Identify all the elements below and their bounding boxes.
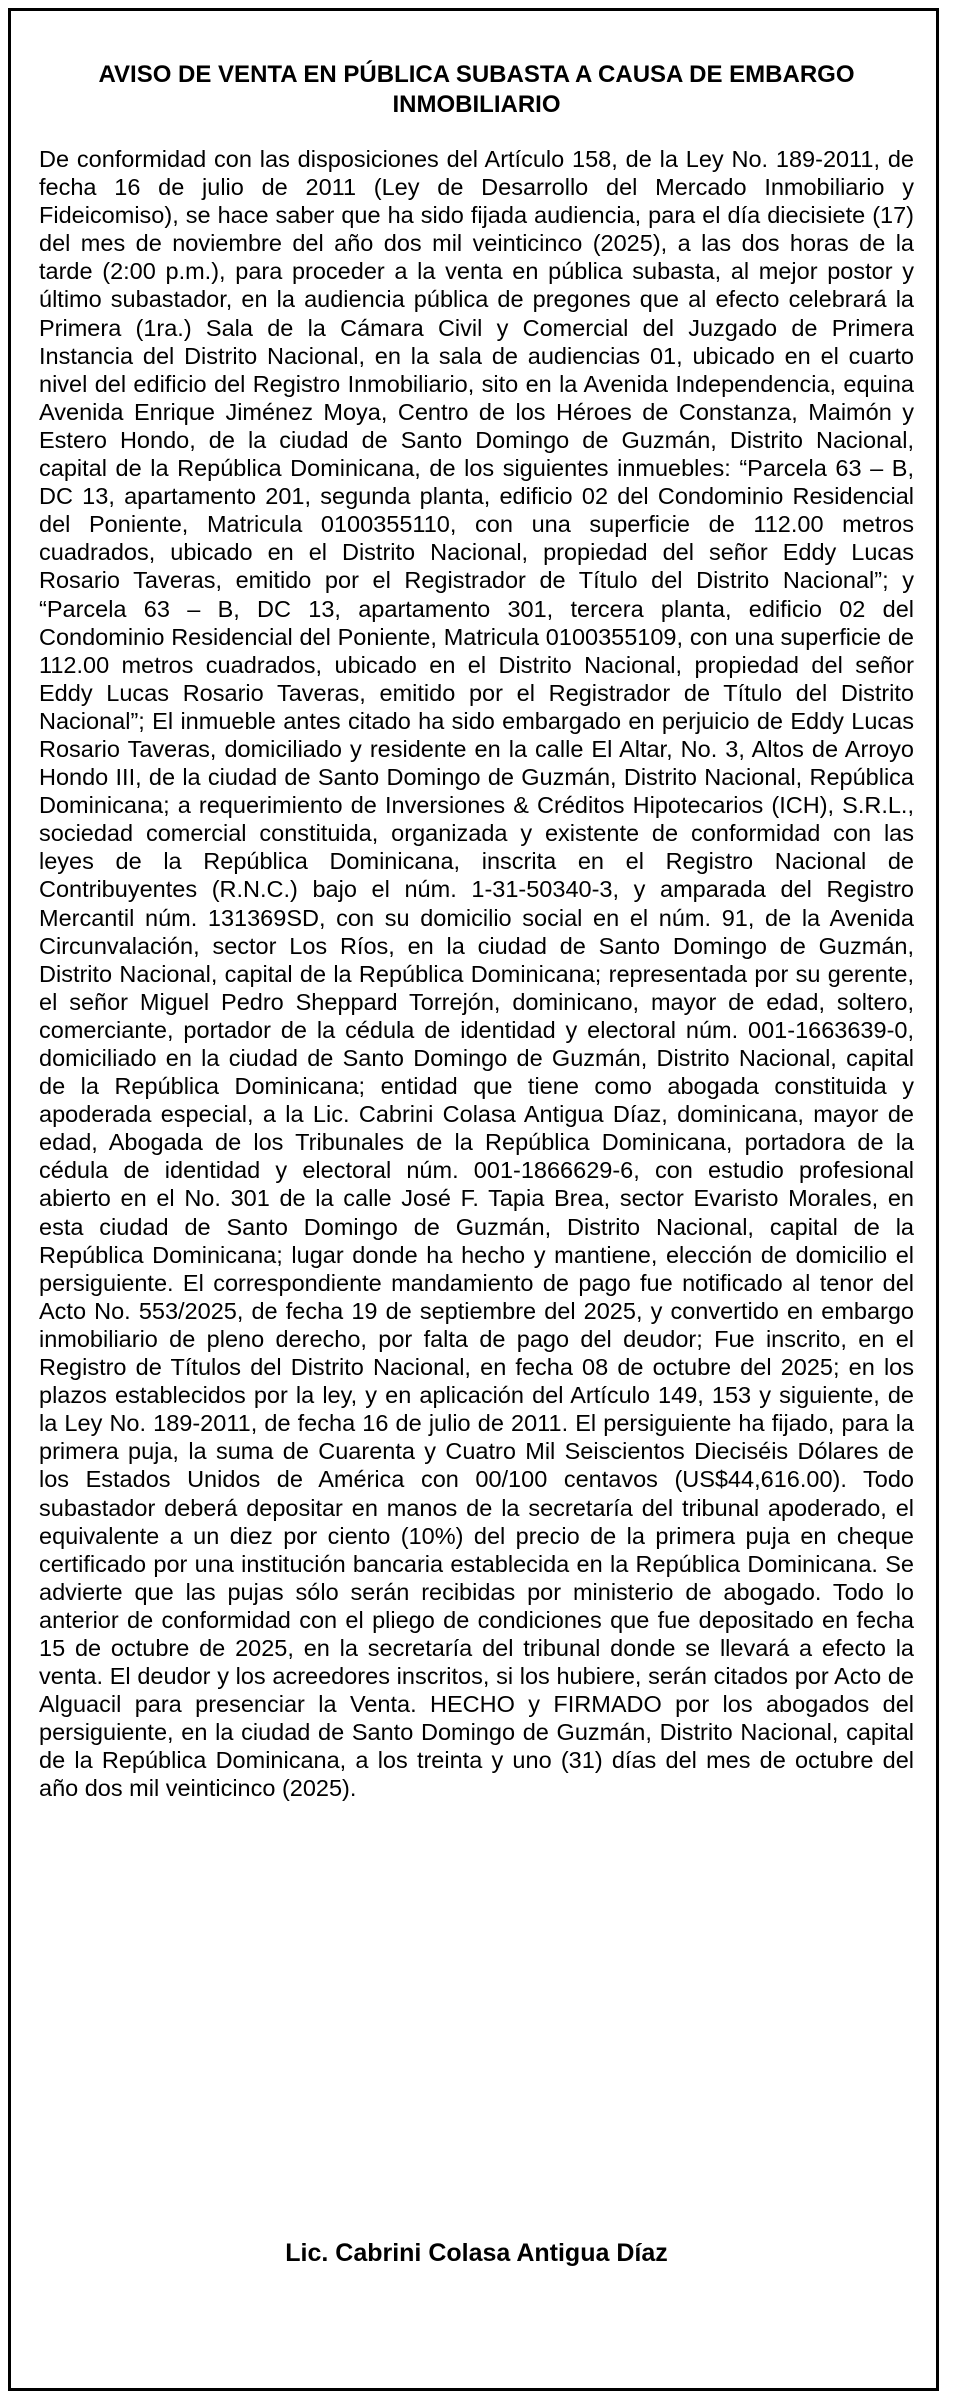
notice-signature: Lic. Cabrini Colasa Antigua Díaz bbox=[285, 2239, 668, 2267]
notice-title: AVISO DE VENTA EN PÚBLICA SUBASTA A CAUSA DE EMBARGO INMOBILIARIO bbox=[98, 61, 855, 118]
notice-body: De conformidad con las disposiciones del Artículo 158, de la Ley No. 189-2011, de fecha 16 de julio de 2011 (Ley de Desarrollo del Mercado Inmobiliario y Fideicomiso), se hace saber que ha sido fijada audiencia, para el día diecisiete (17) del mes de noviembre del año dos mil veinticinco (2025), a las dos horas de la tarde (2:00 p.m.), para proceder a la venta en pública subasta, al mejor postor y último subastador, en la audiencia pública de pregones que al efecto celebrará la Primera (1ra.) Sala de la Cámara Civil y Comercial del Juzgado de Primera Instancia del Distrito Nacional, en la sala de audiencias 01, ubicado en el cuarto nivel del edificio del Registro Inmobiliario, sito en la Avenida Independencia, equina Avenida Enrique Jiménez Moya, Centro de los Héroes de Constanza, Maimón y Estero Hondo, de la ciudad de Santo Domingo de Guzmán, Distrito Nacional, capital de la República Dominicana, de los siguientes inmuebles: “Parcela 63 – B, DC 13, apartamento 201, segunda planta, edificio 02 del Condominio Residencial del Poniente, Matricula 0100355110, con una superficie de 112.00 metros cuadrados, ubicado en el Distrito Nacional, propiedad del señor Eddy Lucas Rosario Taveras, emitido por el Registrador de Título del Distrito Nacional”; y “Parcela 63 – B, DC 13, apartamento 301, tercera planta, edificio 02 del Condominio Residencial del Poniente, Matricula 0100355109, con una superficie de 112.00 metros cuadrados, ubicado en el Distrito Nacional, propiedad del señor Eddy Lucas Rosario Taveras, emitido por el Registrador de Título del Distrito Nacional”; El inmueble antes citado ha sido embargado en perjuicio de Eddy Lucas Rosario Taveras, domiciliado y residente en la calle El Altar, No. 3, Altos de Arroyo Hondo III, de la ciudad de Santo Domingo de Guzmán, Distrito Nacional, República Dominicana; a requerimiento de Inversiones & Créditos Hipotecarios (ICH), S.R.L., sociedad comercial constituida, organizada y existente de conformidad con las leyes de la República Dominicana, inscrita en el Registro Nacional de Contribuyentes (R.N.C.) bajo el núm. 1-31-50340-3, y amparada del Registro Mercantil núm. 131369SD, con su domicilio social en el núm. 91, de la Avenida Circunvalación, sector Los Ríos, en la ciudad de Santo Domingo de Guzmán, Distrito Nacional, capital de la República Dominicana; representada por su gerente, el señor Miguel Pedro Sheppard Torrejón, dominicano, mayor de edad, soltero, comerciante, portador de la cédula de identidad y electoral núm. 001-1663639-0, domiciliado en la ciudad de Santo Domingo de Guzmán, Distrito Nacional, capital de la República Dominicana; entidad que tiene como abogada constituida y apoderada especial, a la Lic. Cabrini Colasa Antigua Díaz, dominicana, mayor de edad, Abogada de los Tribunales de la República Dominicana, portadora de la cédula de identidad y electoral núm. 001-1866629-6, con estudio profesional abierto en el No. 301 de la calle José F. Tapia Brea, sector Evaristo Morales, en esta ciudad de Santo Domingo de Guzmán, Distrito Nacional, capital de la República Dominicana; lugar donde ha hecho y mantiene, elección de domicilio el persiguiente. El correspondiente mandamiento de pago fue notificado al tenor del Acto No. 553/2025, de fecha 19 de septiembre del 2025, y convertido en embargo inmobiliario de pleno derecho, por falta de pago del deudor; Fue inscrito, en el Registro de Títulos del Distrito Nacional, en fecha 08 de octubre del 2025; en los plazos establecidos por la ley, y en aplicación del Artículo 149, 153 y siguiente, de la Ley No. 189-2011, de fecha 16 de julio de 2011. El persiguiente ha fijado, para la primera puja, la suma de Cuarenta y Cuatro Mil Seiscientos Dieciséis Dólares de los Estados Unidos de América con 00/100 centavos (US$44,616.00). Todo subastador deberá depositar en manos de la secretaría del tribunal apoderado, el equivalente a un diez por ciento (10%) del precio de la primera puja en cheque certificado por una institución bancaria establecida en la República Dominicana. Se advierte que las pujas sólo serán recibidas por ministerio de abogado. Todo lo anterior de conformidad con el pliego de condiciones que fue depositado en fecha 15 de octubre de 2025, en la secretaría del tribunal donde se llevará a efecto la venta. El deudor y los acreedores inscritos, si los hubiere, serán citados por Acto de Alguacil para presenciar la Venta. HECHO y FIRMADO por los abogados del persiguiente, en la ciudad de Santo Domingo de Guzmán, Distrito Nacional, capital de la República Dominicana, a los treinta y uno (31) días del mes de octubre del año dos mil veinticinco (2025). bbox=[39, 146, 914, 1802]
